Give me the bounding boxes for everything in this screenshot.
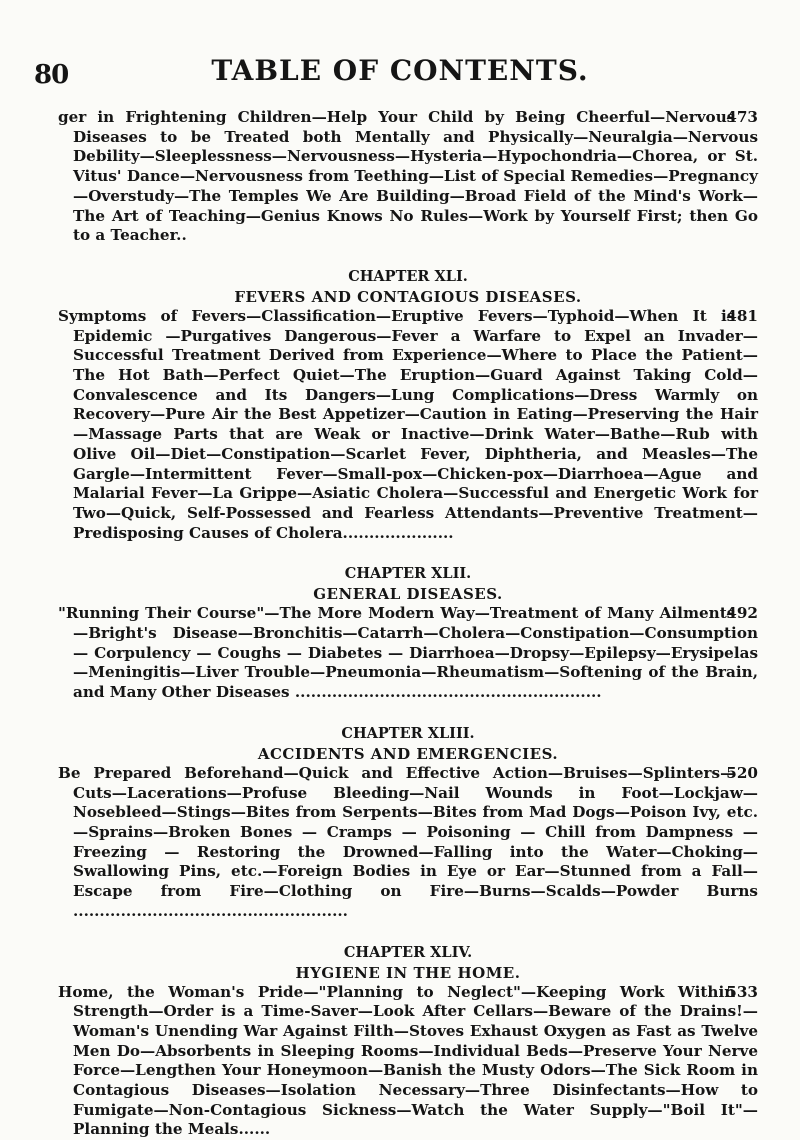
- summary-text: Be Prepared Beforehand—Quick and Effective Action—Bruises—Splinters—Cuts—Lacerations—Profuse Bleeding—Nail Wounds in Foot—Lockjaw—Nosebleed—Stings—Bites from Serpents—Bites from Mad Dogs—Poison Ivy, etc.—Sprains—Broken Bones — Cramps — Poisoning — Chill from Dampness — Freezing — Restoring the Drowned—Falling into the Water—Choking—Swallowing Pins, etc.—Foreign Bodies in Eye or Ear—Stunned from a Fall—Escape from Fire—Clothing on Fire—Burns—Scalds—Powder Burns ....................................................: [58, 764, 758, 920]
- page-reference: 492: [741, 604, 758, 624]
- chapter-entry-41: [58, 267, 758, 543]
- summary-text: "Running Their Course"—The More Modern Way—Treatment of Many Ailments—Bright's Disease—Bronchitis—Catarrh—Cholera—Constipation—Consumption — Corpulency — Coughs — Diabetes — Diarrhoea—Dropsy—Epilepsy—Erysipelas—Meningitis—Liver Trouble—Pneumonia—Rheumatism—Softening of the Brain, and Many Other Diseases ..........................................................: [58, 604, 758, 701]
- entry-text: ger in Frightening Children—Help Your Child by Being Cheerful—Nervous Diseases to be Treated both Mentally and Physically—Neuralgia—Nervous Debility—Sleeplessness—Nervousness—Hysteria—Hypochondria—Chorea, or St. Vitus' Dance—Nervousness from Teething—List of Special Remedies—Pregnancy—Overstudy—The Temples We Are Building—Broad Field of the Mind's Work—The Art of Teaching—Genius Knows No Rules—Work by Yourself First; then Go to a Teacher..: [58, 108, 758, 244]
- chapter-heading: CHAPTER XLIV.: [58, 943, 758, 963]
- running-head: TABLE OF CONTENTS.: [0, 54, 800, 87]
- chapter-summary: [58, 764, 758, 922]
- chapter-summary: [58, 983, 758, 1140]
- summary-text: Symptoms of Fevers—Classification—Eruptive Fevers—Typhoid—When It is Epidemic —Purgatives Dangerous—Fever a Warfare to Expel an Invader—Successful Treatment Derived from Experience—Where to Place the Patient—The Hot Bath—Perfect Quiet—The Eruption—Guard Against Taking Cold—Convalescence and Its Dangers—Lung Complications—Dress Warmly on Recovery—Pure Air the Best Appetizer—Caution in Eating—Preserving the Hair—Massage Parts that are Weak or Inactive—Drink Water—Bathe—Rub with Olive Oil—Diet—Constipation—Scarlet Fever, Diphtheria, and Measles—The Gargle—Intermittent Fever—Small-pox—Chicken-pox—Diarrhoea—Ague and Malarial Fever—La Grippe—Asiatic Cholera—Successful and Energetic Work for Two—Quick, Self-Possessed and Fearless Attendants—Preventive Treatment—Predisposing Causes of Cholera.....................: [58, 307, 758, 542]
- chapter-summary: [58, 307, 758, 543]
- chapter-title: GENERAL DISEASES.: [58, 584, 758, 604]
- page-reference: 481: [741, 307, 758, 327]
- chapter-entry-43: [58, 724, 758, 922]
- chapter-title: FEVERS AND CONTAGIOUS DISEASES.: [58, 287, 758, 307]
- continued-entry: [58, 108, 758, 246]
- chapter-heading: CHAPTER XLIII.: [58, 724, 758, 744]
- chapter-entry-42: [58, 564, 758, 703]
- contents-body: [58, 108, 758, 1140]
- page-reference: 520: [741, 764, 758, 784]
- summary-text: Home, the Woman's Pride—"Planning to Neglect"—Keeping Work Within Strength—Order is a Time-Saver—Look After Cellars—Beware of the Drains!—Woman's Unending War Against Filth—Stoves Exhaust Oxygen as Fast as Twelve Men Do—Absorbents in Sleeping Rooms—Individual Beds—Preserve Your Nerve Force—Lengthen Your Honeymoon—Banish the Musty Odors—The Sick Room in Contagious Diseases—Isolation Necessary—Three Disinfectants—How to Fumigate—Non-Contagious Sickness—Watch the Water Supply—"Boil It"—Planning the Meals......: [58, 983, 758, 1139]
- chapter-title: ACCIDENTS AND EMERGENCIES.: [58, 744, 758, 764]
- chapter-heading: CHAPTER XLI.: [58, 267, 758, 287]
- chapter-title: HYGIENE IN THE HOME.: [58, 963, 758, 983]
- chapter-heading: CHAPTER XLII.: [58, 564, 758, 584]
- chapter-summary: [58, 604, 758, 703]
- page-number: 80: [34, 60, 68, 90]
- page-reference: 533: [741, 983, 758, 1003]
- page-reference: 473: [741, 108, 758, 128]
- chapter-entry-44: [58, 943, 758, 1140]
